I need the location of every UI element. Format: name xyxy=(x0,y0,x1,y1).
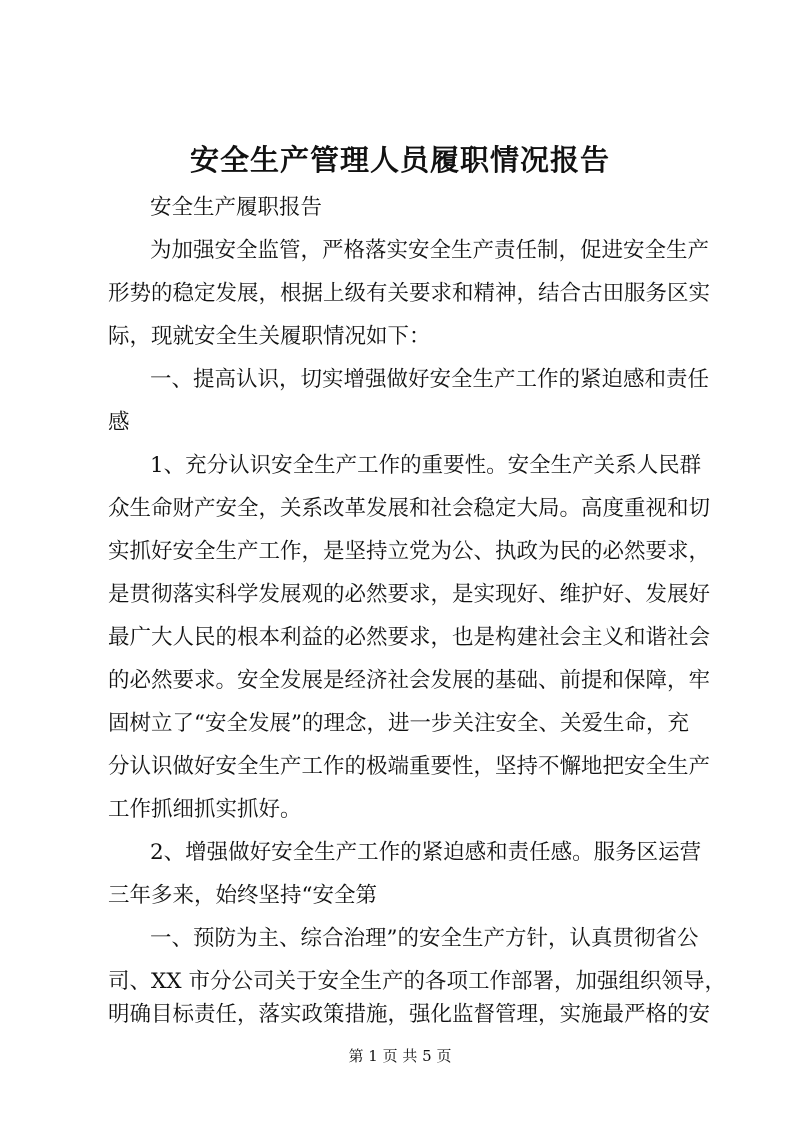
paragraph-line: 是贯彻落实科学发展观的必然要求，是实现好、维护好、发展好 xyxy=(108,582,711,607)
paragraph-line: 一、预防为主、综合治理”的安全生产方针，认真贯彻省公 xyxy=(150,926,699,951)
paragraph-line: 三年多来，始终坚持“安全第 xyxy=(108,883,377,908)
subtitle-line: 安全生产履职报告 xyxy=(150,195,323,220)
paragraph-line: 固树立了“安全发展”的理念，进一步关注安全、关爱生命，充 xyxy=(108,711,689,736)
paragraph-line: 明确目标责任，落实政策措施，强化监督管理，实施最严格的安 xyxy=(108,1002,711,1027)
paragraph-line: 际，现就安全生关履职情况如下： xyxy=(108,324,431,349)
paragraph-line: 最广大人民的根本利益的必然要求，也是构建社会主义和谐社会 xyxy=(108,625,711,650)
paragraph-line: 为加强安全监管，严格落实安全生产责任制，促进安全生产 xyxy=(150,238,710,263)
paragraph-line: 众生命财产安全，关系改革发展和社会稳定大局。高度重视和切 xyxy=(108,496,711,521)
paragraph-line: 司、XX 市分公司关于安全生产的各项工作部署，加强组织领导， xyxy=(108,969,726,994)
paragraph-line: 的必然要求。安全发展是经济社会发展的基础、前提和保障，牢 xyxy=(108,668,711,693)
paragraph-line: 分认识做好安全生产工作的极端重要性，坚持不懈地把安全生产 xyxy=(108,754,711,779)
paragraph-line: 1、充分认识安全生产工作的重要性。安全生产关系人民群 xyxy=(150,453,702,478)
section-heading-line: 一、提高认识，切实增强做好安全生产工作的紧迫感和责任 xyxy=(150,367,710,392)
document-title: 安全生产管理人员履职情况报告 xyxy=(189,143,610,177)
page-number-footer: 第 1 页 共 5 页 xyxy=(348,1047,452,1065)
section-heading-line: 感 xyxy=(108,410,130,435)
paragraph-line: 工作抓细抓实抓好。 xyxy=(108,797,302,822)
paragraph-line: 形势的稳定发展，根据上级有关要求和精神，结合古田服务区实 xyxy=(108,281,711,306)
paragraph-line: 2、增强做好安全生产工作的紧迫感和责任感。服务区运营 xyxy=(150,840,702,865)
paragraph-line: 实抓好安全生产工作，是坚持立党为公、执政为民的必然要求， xyxy=(108,539,711,564)
